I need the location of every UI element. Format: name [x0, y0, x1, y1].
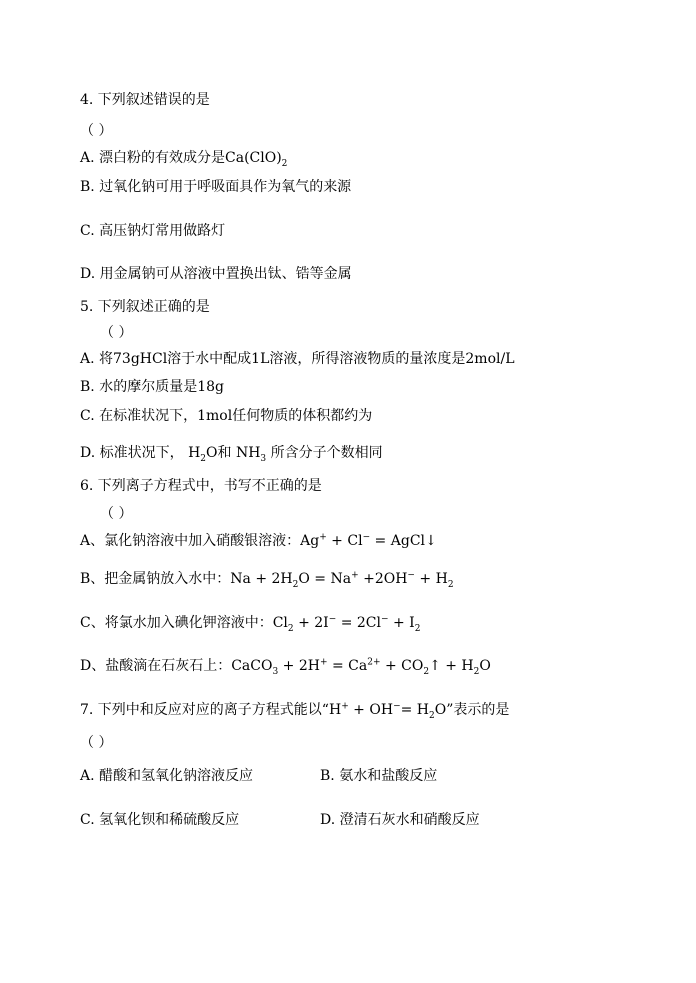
q7-answer-paren: （ ）: [80, 735, 113, 751]
q5-stem: 5. 下列叙述正确的是: [80, 299, 210, 315]
q7-stem: 7. 下列中和反应对应的离子方程式能以“$H^+ + OH^-= H_2O$”表示的是: [80, 701, 510, 721]
q6-option-d: D、盐酸滴在石灰石上：CaCO$_3$ + $2H^+ = Ca^{2+}$ + $CO_2↑ + H_2O$: [80, 657, 491, 677]
q4-stem: 4. 下列叙述错误的是: [80, 92, 210, 108]
q4-answer-paren: （ ）: [80, 123, 113, 139]
q7-option-b: B. 氨水和盐酸反应: [320, 768, 438, 784]
q6-option-c: C、将氯水加入碘化钾溶液中：$Cl_2 + 2I^- = 2Cl^- + I_2$: [80, 614, 421, 634]
q5-option-d: D. 标准状况下， $H_2O$和 $NH_3$ 所含分子个数相同: [80, 445, 383, 464]
q7-option-a: A. 醋酸和氢氧化钠溶液反应: [80, 768, 254, 784]
q4-option-c: C. 高压钠灯常用做路灯: [80, 223, 226, 239]
q6-answer-paren: （ ）: [100, 506, 133, 522]
q4-option-b: B. 过氧化钠可用于呼吸面具作为氧气的来源: [80, 179, 352, 195]
q7-option-c: C. 氢氧化钡和稀硫酸反应: [80, 812, 240, 828]
q5-option-c: C. 在标准状况下，1mol任何物质的体积都约为: [80, 408, 373, 424]
q4-option-d: D. 用金属钠可从溶液中置换出钛、锆等金属: [80, 266, 352, 282]
q6-stem: 6. 下列离子方程式中，书写不正确的是: [80, 478, 322, 494]
q5-answer-paren: （ ）: [100, 325, 133, 341]
q6-option-b: B、把金属钠放入水中：$Na + 2H_2O = Na^+ +2OH^- + H_2$: [80, 570, 454, 590]
q5-option-b: B. 水的摩尔质量是18g: [80, 379, 224, 395]
q7-option-d: D. 澄清石灰水和硝酸反应: [320, 812, 480, 828]
q6-option-a: A、氯化钠溶液中加入硝酸银溶液：Ag+ + Cl− = AgCl↓: [80, 532, 437, 549]
q4-option-a: A. 漂白粉的有效成分是$Ca(ClO)_2$: [80, 150, 288, 169]
q5-option-a: A. 将73gHCl溶于水中配成1L溶液，所得溶液物质的量浓度是2mol/L: [80, 351, 515, 367]
